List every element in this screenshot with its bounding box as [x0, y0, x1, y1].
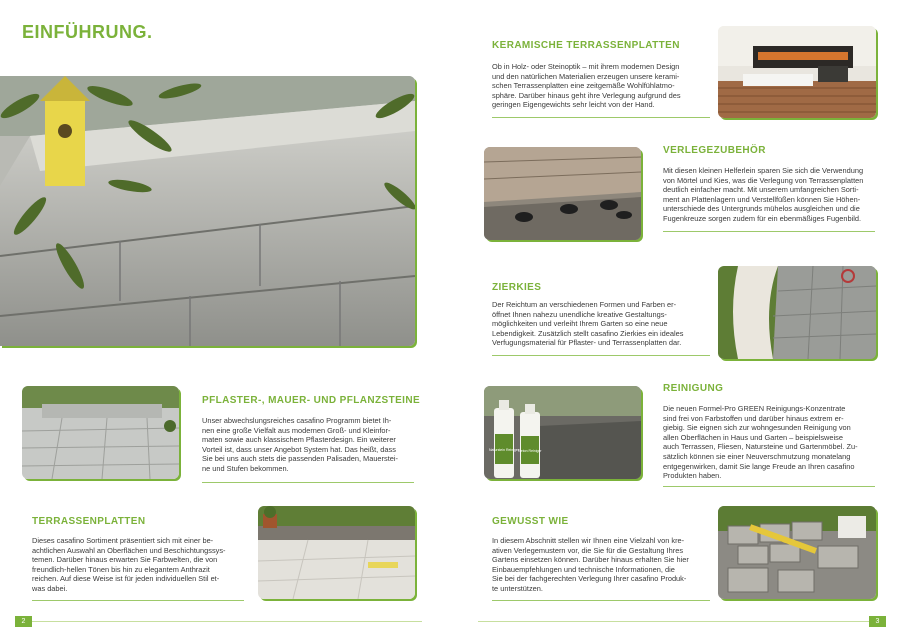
text-line: Mit diesen kleinen Helferlein sparen Sie sich die Verwendung	[663, 166, 864, 175]
heading-terrassenplatten: TERRASSENPLATTEN	[32, 516, 146, 527]
paving-steps-photo	[22, 386, 179, 479]
text-line: Gartens einsetzen können. Darüber hinaus erhalten Sie hier	[492, 555, 689, 565]
text-zierkies	[492, 300, 698, 348]
footer-line-left	[17, 621, 422, 622]
heading-verlegezubehoer: VERLEGEZUBEHÖR	[663, 145, 766, 156]
text-line: Sie bei der fachgerechten Verlegung Ihrer casafino Produk-	[492, 574, 687, 584]
page-title: EINFÜHRUNG.	[22, 22, 153, 42]
text-line: Dieses casafino Sortiment präsentiert sich mit einer be-	[32, 536, 214, 545]
text-line: Lebendigkeit. Zusätzlich stellt casafino Zierkies ein ideales	[492, 328, 684, 338]
divider	[663, 486, 875, 487]
text-line: ment an Plattenlagern und Verstellfüßen können Sie Höhen-	[663, 194, 861, 204]
text-gewusst	[492, 536, 698, 594]
text-line: temen. Darüber hinaus erwarten Sie Farbwelten, die von	[32, 555, 218, 565]
text-line: Unser abwechslungsreiches casafino Programm bietet Ih-	[202, 416, 392, 425]
text-reinigung	[663, 404, 869, 481]
page-number-right: 3	[869, 616, 886, 627]
text-line: geringen Eigengewichts sehr leicht von der Hand.	[492, 100, 655, 110]
text-line: Die neuen Formel-Pro GREEN Reinigungs-Konzentrate	[663, 404, 846, 413]
text-line: entgegenwirken, damit Sie lange Freude an Ihren casafino	[663, 461, 855, 471]
heading-zierkies: ZIERKIES	[492, 282, 542, 293]
text-line: Verfugungsmaterial für Pflaster- und Terrassenplatten dar.	[492, 338, 682, 348]
text-line: Einbauempfehlungen und technische Informationen, die	[492, 564, 675, 574]
text-line: Fugenkreuze sorgen zudem für ein ebenmäßiges Fugenbild.	[663, 213, 862, 223]
divider	[492, 355, 710, 356]
text-line: schen Terrassenplatten eine zeitgemäße Wohlfühlatmo-	[492, 81, 675, 91]
text-line: Produkten haben.	[663, 471, 722, 481]
bottle-label-2: Beton Reiniger	[518, 449, 542, 453]
page-number-left: 2	[15, 616, 32, 627]
text-line: sätzlich können sie einer Neuverschmutzung monatelang	[663, 451, 851, 461]
text-line: achtlichen Auswahl an Oberflächen und Beschichtungssys-	[32, 545, 226, 555]
text-line: giebig. Sie eignen sich zur wohngesunden Reinigung von	[663, 423, 851, 433]
text-line: unterschiede des Untergrunds mühelos ausgleichen und die	[663, 204, 860, 214]
text-line: und den natürlichen Materialien erzeugen unsere kerami-	[492, 71, 680, 81]
divider	[492, 117, 710, 118]
heading-pflaster: PFLASTER-, MAUER- UND PFLANZSTEINE	[202, 395, 421, 406]
text-line: In diesem Abschnitt stellen wir Ihnen eine Vielzahl von kre-	[492, 536, 685, 545]
footer-line-right	[478, 621, 883, 622]
text-line: Der Reichtum an verschiedenen Formen und Farben er-	[492, 300, 677, 309]
heading-reinigung: REINIGUNG	[663, 383, 724, 394]
text-terrassenplatten	[32, 536, 236, 594]
text-line: reichen. Auf diese Weise ist für jeden individuellen Stil et-	[32, 574, 220, 584]
divider	[32, 600, 244, 601]
gravel-photo	[718, 266, 876, 359]
text-line: allen Oberflächen in Haus und Garten – beispielsweise	[663, 432, 843, 442]
text-line: ne und Stufen bekommen.	[202, 463, 289, 473]
text-line: sind frei von Farbstoffen und darüber hinaus extrem er-	[663, 413, 844, 423]
terrace-fireplace-photo	[718, 26, 876, 118]
heading-keramische: KERAMISCHE TERRASSENPLATTEN	[492, 40, 680, 51]
text-line: nen eine große Vielfalt aus modernen Groß- und Kleinfor-	[202, 425, 391, 435]
text-line: te unterstützen.	[492, 583, 543, 593]
divider	[202, 482, 414, 483]
text-line: öffnet Ihnen nahezu unendliche kreative Gestaltungs-	[492, 309, 667, 319]
pedestal-photo	[484, 147, 641, 240]
divider	[492, 600, 710, 601]
text-line: maten sowie auch klassischem Pflasterdesign. Ein weiterer	[202, 435, 396, 445]
heading-gewusst: GEWUSST WIE	[492, 516, 569, 527]
text-line: freundlich-hellen Tönen bis hin zu elegantem Anthrazit	[32, 564, 210, 574]
text-line: Ob in Holz- oder Steinoptik – mit ihrem modernen Design	[492, 62, 680, 71]
cleaner-bottles-photo	[484, 386, 641, 479]
text-line: Sie bei uns auch stets die passenden Palisaden, Mauerstei-	[202, 454, 398, 464]
text-line: auch Terrassen, Fliesen, Natursteine und Gartenmöbel. Zu-	[663, 442, 858, 452]
terrace-slabs-photo	[258, 506, 415, 599]
divider	[663, 231, 875, 232]
text-line: Vorteil ist, dass unser Angebot System hat. Das heißt, dass	[202, 444, 396, 454]
text-line: ativen Verlegemustern vor, die Sie für die Gestaltung Ihres	[492, 545, 684, 555]
text-verlegezubehoer	[663, 166, 869, 224]
text-line: deutlich einfacher macht. Mit unserem umfangreichen Sorti-	[663, 185, 859, 195]
text-line: was dabei.	[32, 583, 68, 593]
wall-photo	[0, 76, 415, 346]
text-line: von Mörtel und Kies, was die Verlegung von Terrassenplatten	[663, 175, 864, 185]
bottle-label-1: Naturstein Reiniger	[489, 448, 519, 452]
text-line: möglichkeiten und verleiht Ihrem Garten so eine neue	[492, 319, 668, 329]
text-keramische	[492, 62, 698, 110]
text-pflaster	[202, 416, 406, 474]
laying-tools-photo	[718, 506, 876, 599]
text-line: sphäre. Darüber hinaus geht ihre Verlegung aufgrund des	[492, 90, 681, 100]
